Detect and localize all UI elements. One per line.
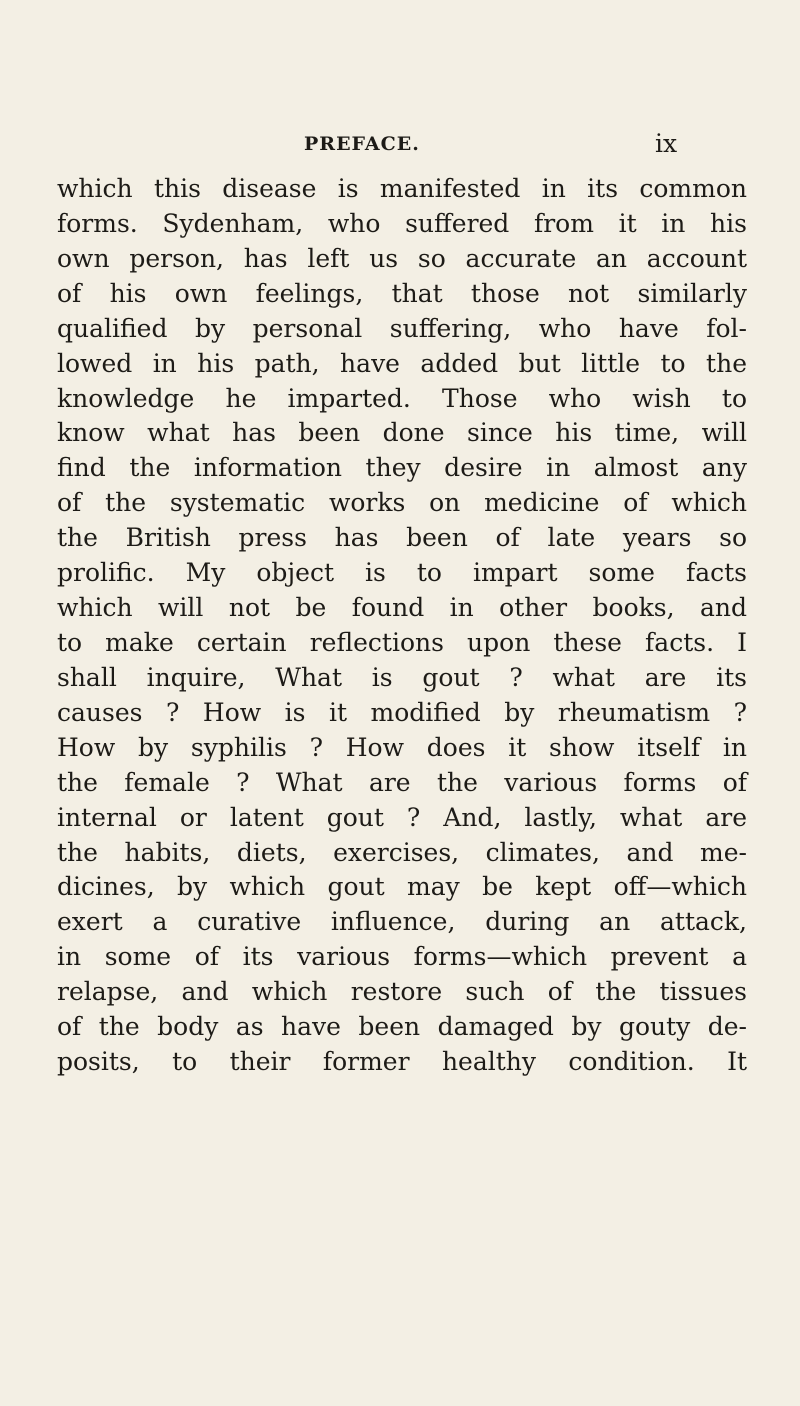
running-head — [0, 131, 800, 161]
text-line: internal or latent gout ? And, lastly, what are — [57, 802, 747, 832]
text-line: of the body as have been damaged by gouty de- — [57, 1012, 747, 1042]
text-line: prolific. My object is to impart some facts — [57, 558, 747, 588]
text-line: shall inquire, What is gout ? what are its — [57, 662, 747, 692]
text-line: to make certain reflections upon these facts. I — [57, 627, 747, 657]
running-title: PREFACE. — [304, 133, 420, 155]
text-line: posits, to their former healthy condition. It — [57, 1047, 747, 1077]
page-number: ix — [655, 129, 678, 158]
text-line: own person, has left us so accurate an account — [57, 243, 747, 273]
text-line: qualified by personal suffering, who have fol- — [57, 313, 747, 343]
text-line: causes ? How is it modified by rheumatism ? — [57, 697, 747, 727]
body-text — [57, 171, 747, 1079]
text-line: know what has been done since his time, will — [57, 418, 747, 448]
text-line: lowed in his path, have added but little to the — [57, 348, 747, 378]
text-line: the female ? What are the various forms of — [57, 767, 747, 797]
text-line: relapse, and which restore such of the tissues — [57, 977, 747, 1007]
text-line: the British press has been of late years so — [57, 523, 747, 553]
text-line: in some of its various forms—which prevent a — [57, 942, 747, 972]
text-line: forms. Sydenham, who suffered from it in his — [57, 208, 747, 238]
text-line: dicines, by which gout may be kept off—which — [57, 872, 747, 902]
text-line: knowledge he imparted. Those who wish to — [57, 383, 747, 413]
text-line: find the information they desire in almost any — [57, 453, 747, 483]
text-line: the habits, diets, exercises, climates, and me- — [57, 837, 747, 867]
text-line: exert a curative influence, during an attack, — [57, 907, 747, 937]
text-line: which will not be found in other books, and — [57, 593, 747, 623]
text-line: How by syphilis ? How does it show itself in — [57, 732, 747, 762]
text-line: which this disease is manifested in its common — [57, 174, 747, 203]
text-line: of the systematic works on medicine of which — [57, 488, 747, 518]
text-line: of his own feelings, that those not similarly — [57, 278, 747, 308]
